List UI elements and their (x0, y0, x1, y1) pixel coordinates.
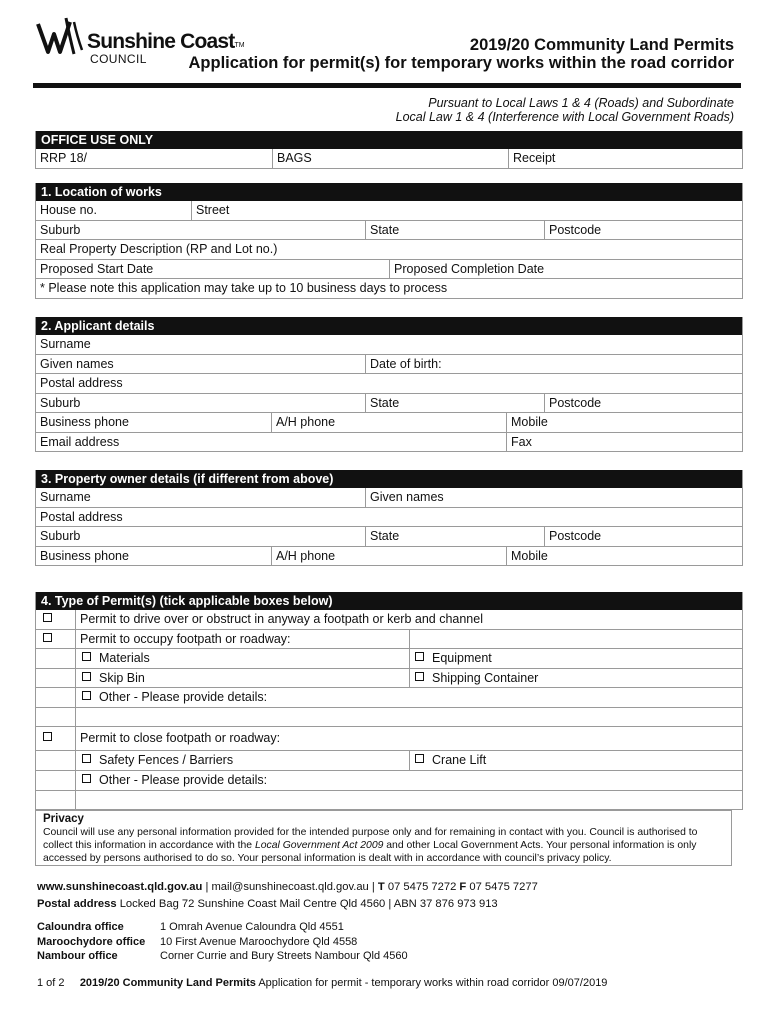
house-no-field[interactable]: House no. (40, 203, 97, 217)
materials-label: Materials (99, 651, 150, 665)
office-list (37, 920, 408, 964)
privacy-line-3: accessed by persons authorised to do so. Your personal information is dealt with in accordance with council’s privacy policy. (43, 853, 612, 864)
other-close-label: Other - Please provide details: (99, 773, 268, 787)
occupy-checkbox-icon[interactable] (43, 633, 52, 642)
applicant-given-names-field[interactable]: Given names (40, 356, 114, 371)
completion-date-field[interactable]: Proposed Completion Date (389, 260, 742, 279)
other-occupy-checkbox-icon[interactable] (82, 691, 91, 700)
rp-description-field[interactable]: Real Property Description (RP and Lot no.) (40, 242, 278, 256)
applicant-fax-field[interactable]: Fax (506, 433, 742, 452)
shipping-container-checkbox-icon[interactable] (415, 672, 424, 681)
owner-mobile-field[interactable]: Mobile (506, 547, 742, 566)
applicant-postcode-field[interactable]: Postcode (544, 394, 742, 413)
legislation-note: Pursuant to Local Laws 1 & 4 (Roads) and Subordinate Local Law 1 & 4 (Interference with Local Government Roads) (395, 96, 734, 124)
other-occupy-label: Other - Please provide details: (99, 690, 268, 704)
fax-number: 07 5475 7277 (466, 881, 538, 893)
privacy-notice (35, 810, 732, 866)
street-field[interactable]: Street (191, 201, 742, 220)
processing-note: * Please note this application may take up to 10 business days to process (40, 281, 448, 295)
equipment-label: Equipment (432, 651, 492, 665)
office-use-heading: OFFICE USE ONLY (36, 131, 742, 149)
logo-council: COUNCIL (90, 52, 147, 66)
applicant-surname-field[interactable]: Surname (40, 337, 91, 351)
start-date-field[interactable]: Proposed Start Date (40, 261, 154, 276)
owner-business-phone-field[interactable]: Business phone (40, 548, 129, 563)
shipping-container-label: Shipping Container (432, 670, 539, 685)
email-link[interactable]: mail@sunshinecoast.qld.gov.au (211, 881, 369, 893)
website-link[interactable]: www.sunshinecoast.qld.gov.au (37, 881, 203, 893)
phone-number: 07 5475 7272 (384, 881, 460, 893)
privacy-line-2: collect this information in accordance with the Local Government Act 2009 and other Local Government Acts. Your personal information is only (43, 840, 697, 851)
privacy-title: Privacy (43, 813, 84, 825)
applicant-state-field[interactable]: State (365, 394, 544, 413)
owner-state-field[interactable]: State (365, 527, 544, 546)
equipment-checkbox-icon[interactable] (415, 652, 424, 661)
other-occupy-details-field[interactable] (75, 708, 742, 727)
owner-ah-phone-field[interactable]: A/H phone (271, 547, 506, 566)
skip-bin-label: Skip Bin (99, 670, 145, 685)
bags-field[interactable]: BAGS (272, 149, 508, 168)
contact-line: www.sunshinecoast.qld.gov.au | mail@sunshinecoast.qld.gov.au | T 07 5475 7272 F 07 5475 7277 (37, 881, 538, 893)
page-title: 2019/20 Community Land Permits (469, 36, 734, 54)
owner-surname-field[interactable]: Surname (40, 490, 91, 504)
safety-fences-checkbox-icon[interactable] (82, 754, 91, 763)
location-postcode-field[interactable]: Postcode (544, 221, 742, 240)
applicant-suburb-field[interactable]: Suburb (40, 395, 81, 410)
sunshine-coast-logo-icon (36, 14, 88, 62)
applicant-business-phone-field[interactable]: Business phone (40, 415, 129, 429)
close-checkbox-icon[interactable] (43, 732, 52, 741)
page-footer: 1 of 2 2019/20 Community Land Permits Application for permit - temporary works within road corridor 09/07/2019 (37, 977, 608, 989)
header-divider (33, 83, 741, 88)
privacy-line-1: Council will use any personal information provided for the intended purpose only and for remaining in contact with you. Council is authorised to (43, 827, 698, 838)
skip-bin-checkbox-icon[interactable] (82, 672, 91, 681)
office-maroochydore: Maroochydore office 10 First Avenue Maroochydore Qld 4558 (37, 935, 358, 948)
applicant-mobile-field[interactable]: Mobile (506, 413, 742, 432)
location-state-field[interactable]: State (365, 221, 544, 240)
office-use-section (35, 131, 743, 169)
applicant-dob-field[interactable]: Date of birth: (365, 355, 742, 374)
owner-heading: 3. Property owner details (if different from above) (36, 470, 742, 488)
materials-checkbox-icon[interactable] (82, 652, 91, 661)
other-close-checkbox-icon[interactable] (82, 774, 91, 783)
postal-address-line: Postal address Locked Bag 72 Sunshine Coast Mail Centre Qld 4560 | ABN 37 876 973 913 (37, 898, 498, 910)
other-close-details-field[interactable] (75, 791, 742, 810)
crane-lift-label: Crane Lift (432, 753, 487, 767)
page-subtitle: Application for permit(s) for temporary works within the road corridor (188, 54, 734, 72)
owner-section (35, 470, 743, 566)
owner-postal-address-field[interactable]: Postal address (40, 509, 123, 524)
applicant-email-field[interactable]: Email address (40, 434, 120, 449)
receipt-field[interactable]: Receipt (508, 149, 742, 168)
page-number: 1 of 2 (37, 977, 65, 989)
office-caloundra: Caloundra office 1 Omrah Avenue Caloundra Qld 4551 (37, 921, 344, 933)
safety-fences-label: Safety Fences / Barriers (99, 753, 234, 767)
drive-over-permit-label: Permit to drive over or obstruct in anyway a footpath or kerb and channel (75, 610, 742, 629)
owner-suburb-field[interactable]: Suburb (40, 529, 81, 543)
crane-lift-checkbox-icon[interactable] (415, 754, 424, 763)
permit-type-section (35, 592, 743, 810)
owner-postcode-field[interactable]: Postcode (544, 527, 742, 546)
applicant-postal-address-field[interactable]: Postal address (40, 376, 123, 390)
applicant-heading: 2. Applicant details (36, 317, 742, 335)
occupy-permit-label: Permit to occupy footpath or roadway: (75, 630, 409, 649)
applicant-ah-phone-field[interactable]: A/H phone (271, 413, 506, 432)
location-section (35, 183, 743, 299)
applicant-section (35, 317, 743, 452)
owner-given-names-field[interactable]: Given names (365, 488, 742, 507)
location-suburb-field[interactable]: Suburb (40, 222, 81, 237)
permit-type-heading: 4. Type of Permit(s) (tick applicable boxes below) (36, 592, 742, 610)
location-heading: 1. Location of works (36, 183, 742, 201)
close-permit-label: Permit to close footpath or roadway: (75, 727, 742, 750)
rrp-field[interactable]: RRP 18/ (40, 151, 88, 165)
logo-name: Sunshine CoastTM (87, 30, 245, 53)
drive-over-checkbox-icon[interactable] (43, 613, 52, 622)
office-nambour: Nambour office Corner Currie and Bury Streets Nambour Qld 4560 (37, 950, 408, 962)
